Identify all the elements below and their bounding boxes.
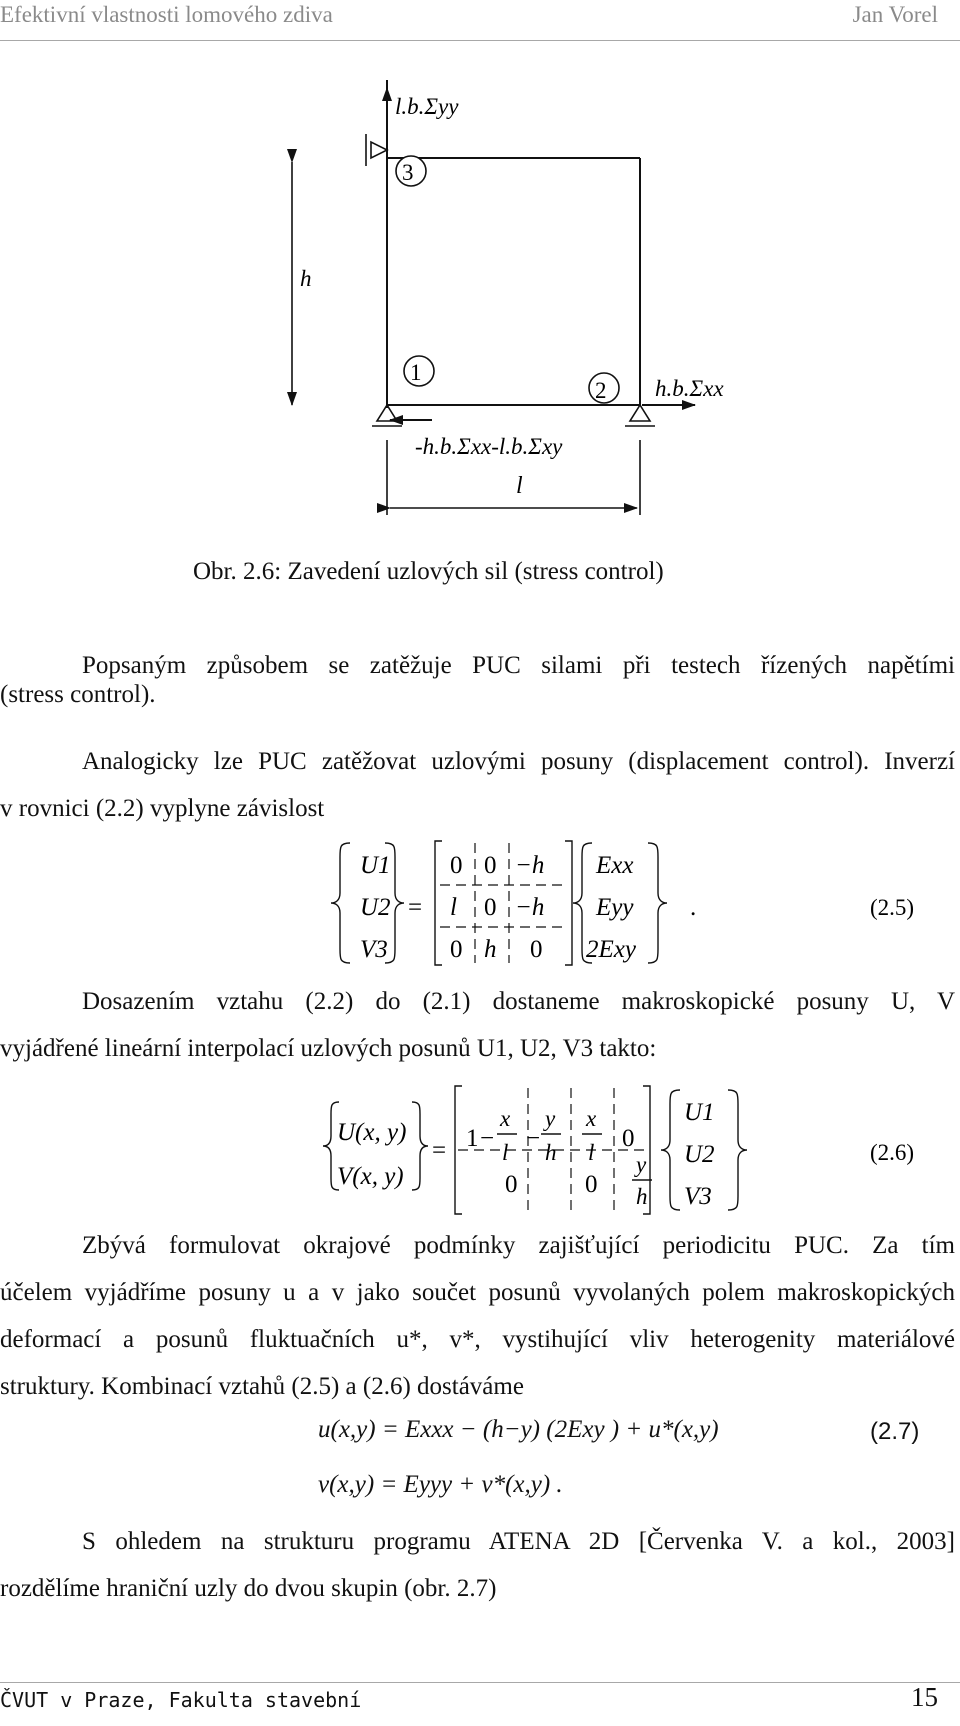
eq25-m-2-1: l: [450, 894, 457, 921]
paragraph-4-line-4: struktury. Kombinací vztahů (2.5) a (2.6) dostáváme: [0, 1373, 524, 1400]
svg-text:y: y: [545, 1106, 556, 1131]
paragraph-4: [0, 1222, 955, 1410]
paragraph-4-line-2: účelem vyjádříme posuny u a v jako součet posunů vyvolaných polem makroskopických: [0, 1279, 955, 1306]
svg-text:x: x: [500, 1106, 511, 1131]
paragraph-3-line-2: vyjádřené lineární interpolací uzlových posunů U1, U2, V3 takto:: [0, 1035, 657, 1062]
bottom-force-label: -h.b.Σxx-l.b.Σxy: [415, 434, 563, 459]
eq27-line-1: u(x,y) = Exxx − (h−y) (2Exy ) + u*(x,y): [318, 1416, 719, 1443]
svg-text:h: h: [545, 1140, 557, 1165]
node-1-label: 1: [410, 360, 422, 385]
paragraph-1-line-1: Popsaným způsobem se zatěžuje PUC silami při testech řízených napětími: [82, 652, 955, 679]
eq25-number: (2.5): [870, 895, 915, 920]
svg-text:l: l: [588, 1140, 595, 1165]
running-header-title: Efektivní vlastnosti lomového zdiva: [0, 2, 333, 27]
eq25-rhs-3: 2Exy: [586, 936, 636, 963]
paragraph-5-line-1: S ohledem na strukturu programu ATENA 2D [Červenka V. a kol., 2003]: [82, 1528, 955, 1555]
eq25-lhs-3: V3: [360, 936, 388, 963]
eq25-m-2-2: 0: [484, 894, 497, 921]
length-label: l: [516, 473, 523, 499]
paragraph-3-line-1: Dosazením vztahu (2.2) do (2.1) dostaneme makroskopické posuny U, V: [82, 988, 955, 1015]
footer-rule: [0, 1682, 960, 1683]
eq25-lhs-1: U1: [360, 852, 391, 879]
paragraph-4-line-3: deformací a posunů fluktuačních u*, v*, vystihující vliv heterogenity materiálové: [0, 1326, 955, 1353]
bottom-left-support-icon: [372, 405, 402, 426]
svg-text:0: 0: [622, 1125, 635, 1152]
running-header-author: Jan Vorel: [852, 2, 938, 27]
eq26-rhs-2: U2: [684, 1141, 715, 1168]
figure-caption: Obr. 2.6: Zavedení uzlových sil (stress control): [193, 558, 664, 585]
eq27-number: (2.7): [870, 1418, 920, 1445]
eq25-m-1-1: 0: [450, 852, 463, 879]
paragraph-1-line-2: (stress control).: [0, 681, 156, 708]
svg-text:y: y: [636, 1152, 647, 1177]
paragraph-1: [0, 642, 955, 718]
eq26-number: (2.6): [870, 1140, 915, 1165]
paragraph-5-line-2: rozdělíme hraniční uzly do dvou skupin (obr. 2.7): [0, 1575, 497, 1602]
svg-text:.: .: [690, 894, 697, 921]
eq25-m-3-2: h: [484, 936, 497, 963]
paragraph-4-line-1: Zbývá formulovat okrajové podmínky zajišťující periodicitu PUC. Za tím: [82, 1232, 955, 1259]
top-force-label: l.b.Σyy: [395, 94, 459, 119]
paragraph-2-line-1: Analogicky lze PUC zatěžovat uzlovými posuny (displacement control). Inverzí: [82, 748, 955, 775]
height-label: h: [300, 266, 312, 291]
eq26-rhs-1: U1: [684, 1099, 715, 1126]
eq25-m-3-3: 0: [530, 936, 543, 963]
eq25-m-1-2: 0: [484, 852, 497, 879]
paragraph-2: [0, 738, 955, 832]
right-force-label: h.b.Σxx: [655, 376, 724, 401]
footer-institution: ČVUT v Praze, Fakulta stavební: [0, 1688, 362, 1712]
top-support-icon: [366, 134, 387, 166]
eq26-lhs-1: U(x, y): [337, 1119, 407, 1146]
equation-2-6: [0, 1082, 960, 1222]
eq25-lhs-2: U2: [360, 894, 391, 921]
equation-2-5: [0, 835, 960, 975]
svg-text:0: 0: [585, 1171, 598, 1198]
paragraph-2-line-2: v rovnici (2.2) vyplyne závislost: [0, 795, 325, 822]
page-number: 15: [911, 1682, 938, 1712]
figure-puc-stress-control: [0, 60, 960, 540]
svg-text:0: 0: [505, 1171, 518, 1198]
eq25-m-3-1: 0: [450, 936, 463, 963]
svg-text:−: −: [480, 1125, 495, 1152]
eq27-line-2: v(x,y) = Eyyy + v*(x,y) .: [318, 1471, 563, 1498]
eq25-m-2-3: −h: [515, 894, 545, 921]
svg-text:=: =: [408, 894, 423, 921]
eq25-rhs-1: Exx: [596, 852, 634, 879]
paragraph-5: [0, 1518, 955, 1612]
header-rule: [0, 40, 960, 41]
svg-text:=: =: [432, 1137, 447, 1164]
svg-text:l: l: [502, 1140, 509, 1165]
svg-text:1: 1: [466, 1125, 479, 1152]
svg-text:h: h: [636, 1184, 648, 1209]
svg-text:x: x: [586, 1106, 597, 1131]
eq25-rhs-2: Eyy: [596, 894, 634, 921]
paragraph-3: [0, 978, 955, 1072]
bottom-right-support-icon: [625, 405, 655, 426]
node-2-label: 2: [595, 378, 607, 403]
eq26-rhs-3: V3: [684, 1183, 712, 1210]
eq26-lhs-2: V(x, y): [337, 1163, 404, 1190]
node-3-label: 3: [402, 160, 414, 185]
eq25-m-1-3: −h: [515, 852, 545, 879]
svg-text:−: −: [526, 1125, 541, 1152]
